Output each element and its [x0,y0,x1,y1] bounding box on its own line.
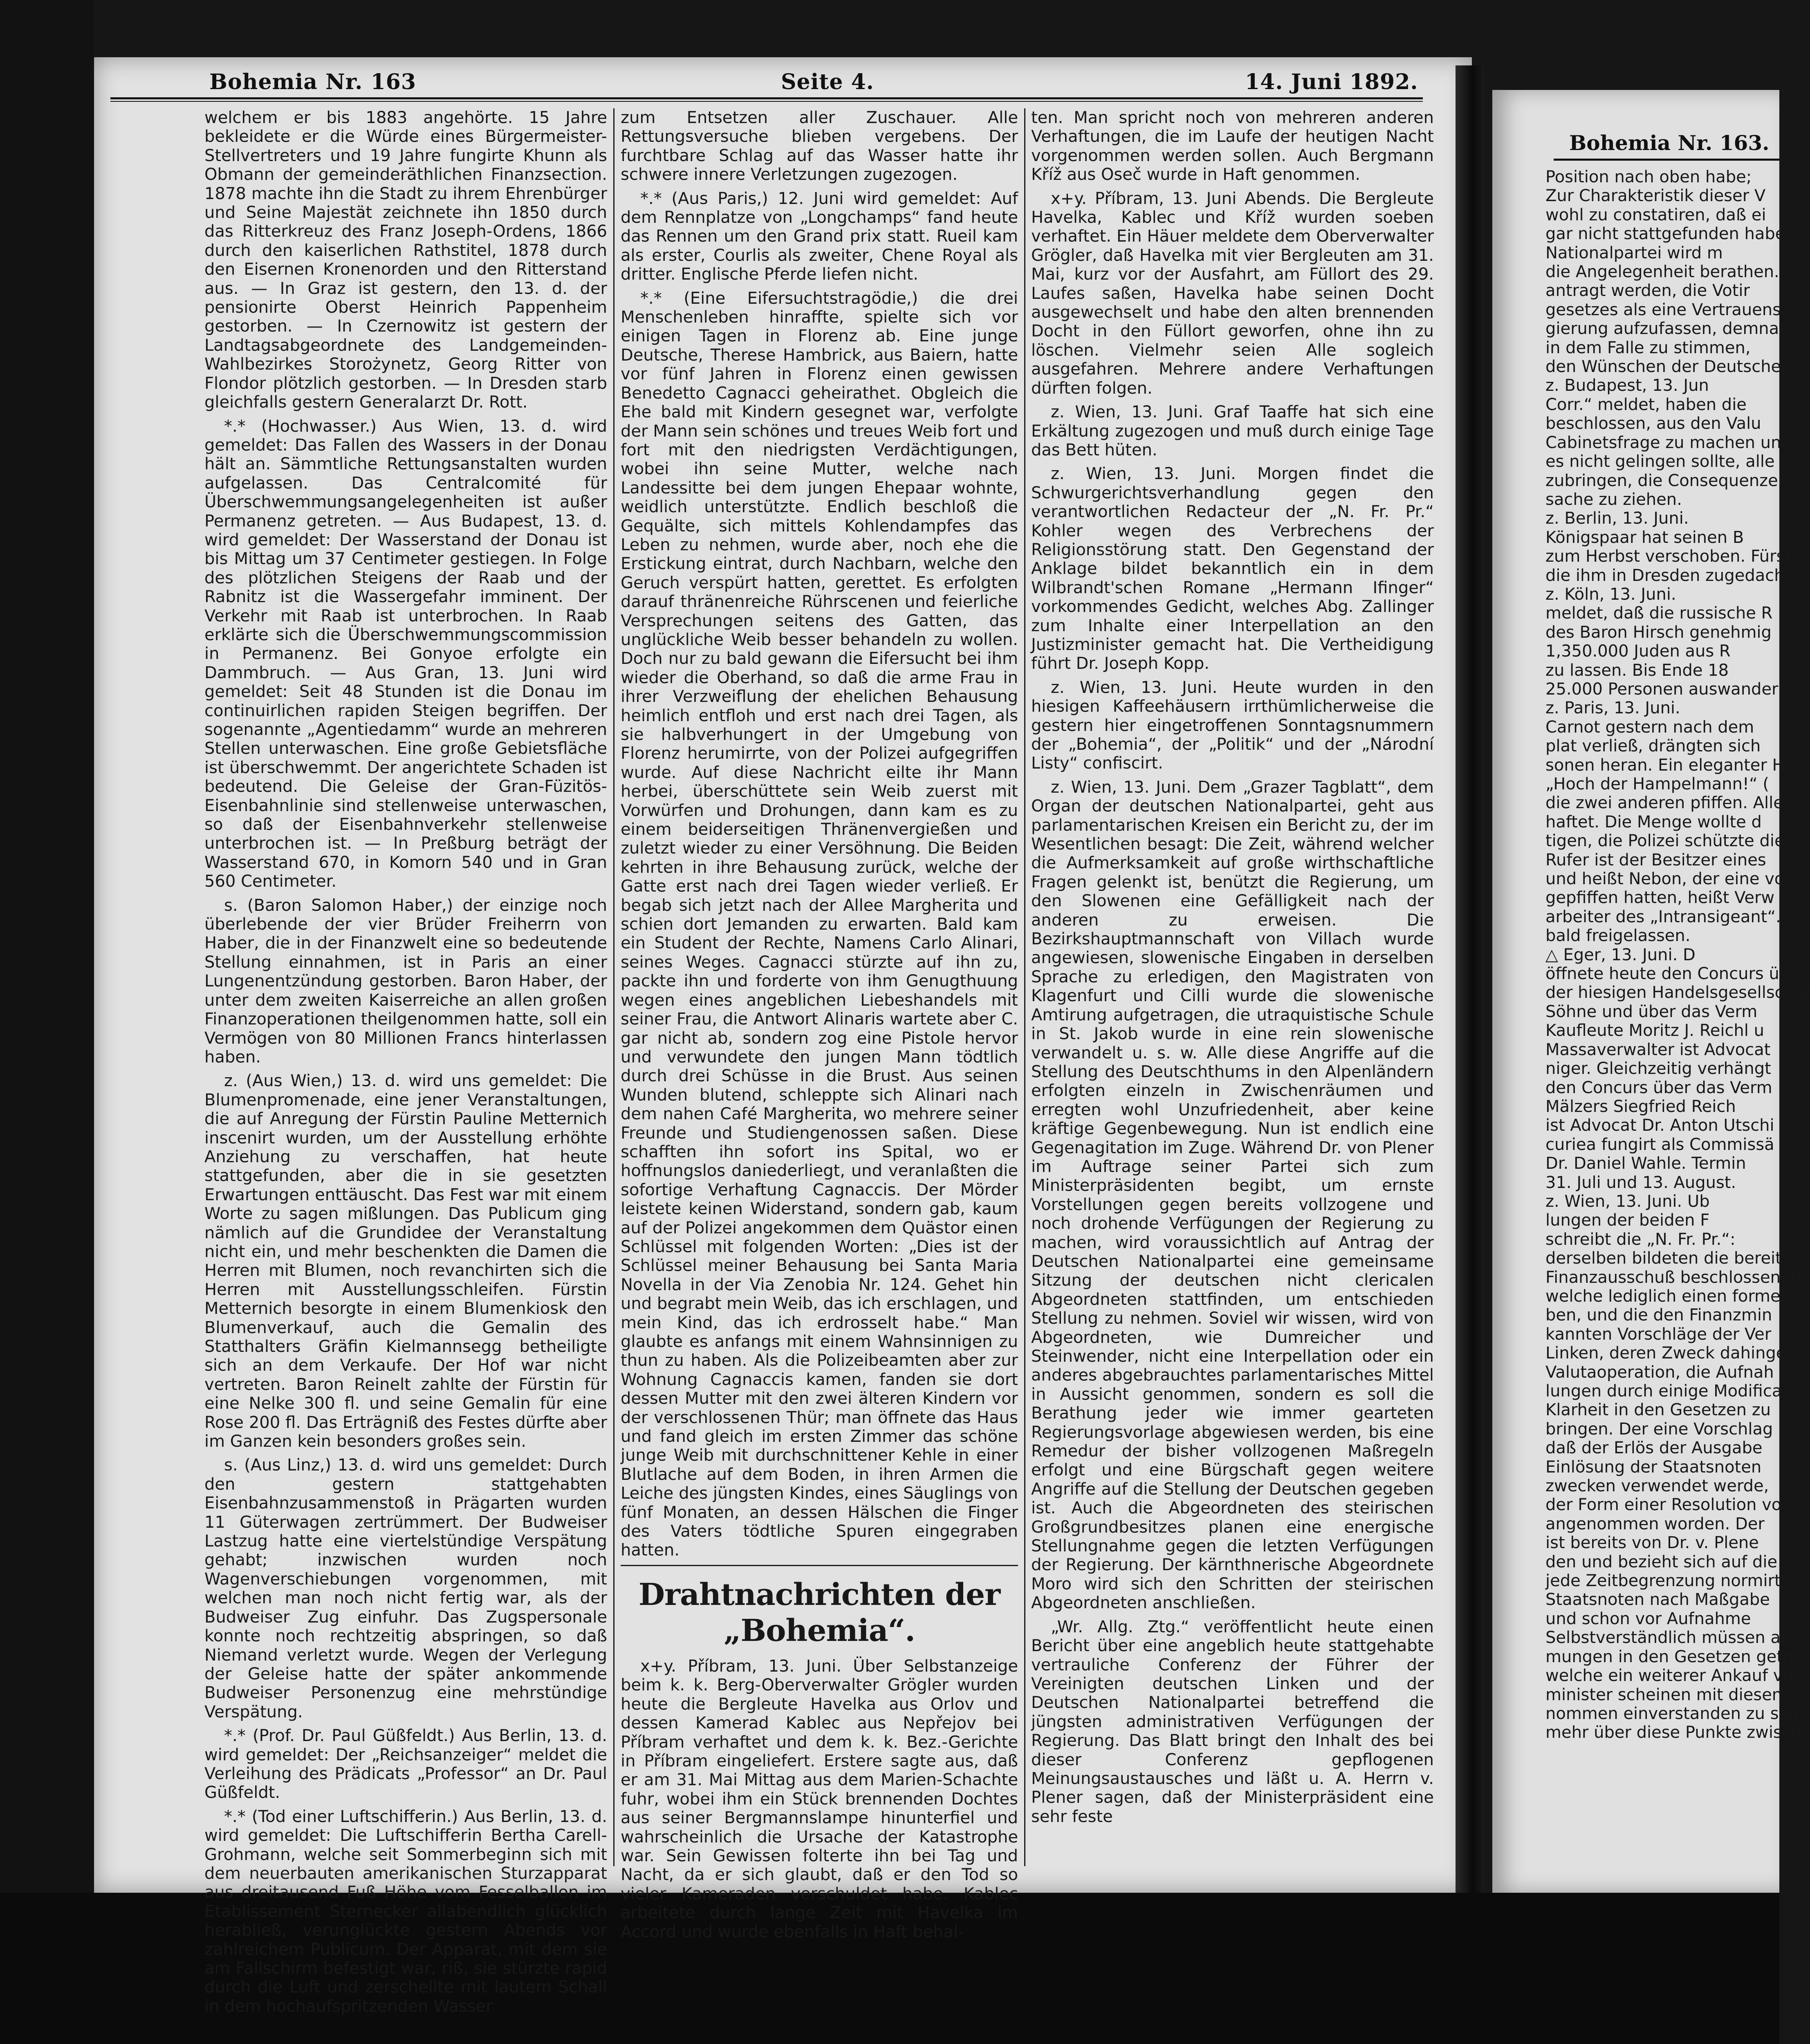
next-page-line: Zur Charakteristik dieser V [1545,186,1766,206]
article-linz-zusammenstoss: s. (Aus Linz,) 13. d. wird uns gemeldet: Durch den gestern stattgehabten Eisenbahnzusammenstoß in Prägarten wurden 11 Güterwagen zertrümmert. Der Budweiser Lastzug hatte eine viertelstündige Verspätung gehabt; inzwischen wurden noch Wagenverschiebungen vorgenommen, mit welchen man noch nicht fertig war, als der Budweiser Zug einfuhr. Das Zugspersonale konnte noch rechtzeitig abspringen, so daß Niemand verletzt wurde. Wegen der Verlegung der Geleise hatte der später ankommende Budweiser Personenzug eine mehrstündige Verspätung. [204,1456,607,1721]
next-page-line: den Wünschen der Deutschen [1545,357,1792,377]
telegram-section-heading: Drahtnachrichten der „Bohemia“. [638,1577,1000,1648]
next-page-column [1545,168,1810,1885]
next-page-line: Nationalpartei wird m [1545,243,1723,262]
article-luftschifferin: *.* (Tod einer Luftschifferin.) Aus Berlin, 13. d. wird gemeldet: Die Luftschifferin Bertha Carell-Grohmann, welche seit Sommerbeginn sich mit dem neuerbauten amerikanischen Sturzapparat aus dreitausend Fuß Höhe vom Fesselballon im Etablissement Sternecker allabendlich glücklich herabließ, verunglückte gestern Abends vor zahlreichem Publicum. Der Apparat, mit dem sie am Fallschirm befestigt war, riß, sie stürzte rapid durch die Luft und zerschellte mit lautem Schall in dem hochaufspritzenden Wasser [204,1807,607,2016]
next-page-header-rule [1554,159,1779,161]
next-page-line: Carnot gestern nach dem [1545,717,1754,737]
header-page-number: Seite 4. [781,69,874,94]
next-page-line: Königspaar hat seinen B [1545,528,1744,547]
telegram-pribram-2: x+y. Příbram, 13. Juni Abends. Die Bergleute Havelka, Kablec und Kříž wurden soeben verhaftet. Ein Häuer meldete dem Oberverwalter Grögler, daß Havelka mit vier Bergleuten am 31. Mai, kurz vor der Ausfahrt, am Füllort des 29. Laufes saßen, Havelka habe seinen Docht ausgewechselt und habe den alten brennenden Docht in den Füllort geworfen, ohne ihn zu löschen. Vielmehr seien Alle sogleich ausgefahren. Mehrere andere Verhaftungen dürften folgen. [1031,189,1434,398]
next-page-line: derselben bildeten die bereit [1545,1249,1782,1268]
next-page-line: zwecken verwendet werde, [1545,1477,1769,1496]
next-page-line: bringen. Der eine Vorschlag [1545,1419,1773,1439]
next-page-line: die Angelegenheit berathen. [1545,262,1779,282]
header-date: 14. Juni 1892. [1245,69,1418,94]
next-page-line: welche ein weiterer Ankauf vo [1545,1666,1793,1685]
telegram-wien-schwurgericht: z. Wien, 13. Juni. Morgen findet die Schwurgerichtsverhandlung gegen den verantwortlichen Redacteur der „N. Fr. Pr.“ Kohler wegen des Verbrechens der Religionsstörung statt. Den Gegenstand der Anklage bildet bekanntlich ein in dem Wilbrandt'schen Romane „Hermann Ifinger“ vorkommendes Gedicht, welches Abg. Zallinger zum Inhalte einer Interpellation an den Justizminister gemacht hat. Die Vertheidigung führt Dr. Joseph Kopp. [1031,464,1434,673]
next-page-line: gesetzes als eine Vertrauens [1545,300,1781,319]
next-page-line: antragt werden, die Votir [1545,281,1750,300]
next-page-line: sonen heran. Ein eleganter H [1545,755,1785,775]
next-page-line: arbeiter des „Intransigeant“. [1545,907,1781,926]
telegram-pribram-1: x+y. Příbram, 13. Juni. Über Selbstanzeige beim k. k. Berg-Oberverwalter Grögler wurden heute die Bergleute Havelka aus Orlov und dessen Kamerad Kablec aus Nepřejov bei Příbram verhaftet und dem k. k. Bez.-Gerichte in Příbram eingeliefert. Erstere sagte aus, daß er am 31. Mai Mittag aus dem Marien-Schachte fuhr, wobei ihm ein Stück brennenden Dochtes aus seiner Bergmannslampe hinunterfiel und wahrscheinlich die Ursache der Katastrophe war. Sein Gewissen folterte ihn bei Tag und Nacht, da er sich glaubt, daß er den Tod so vieler Kameraden verschuldet habe. Kablec arbeitete durch lange Zeit mit Havelka im Accord und wurde ebenfalls in Haft behal- [621,1656,1018,1941]
next-page-line: 31. Juli und 13. August. [1545,1173,1736,1192]
next-page-line: Massaverwalter ist Advocat [1545,1040,1771,1059]
article-blumenpromenade: z. (Aus Wien,) 13. d. wird uns gemeldet: Die Blumenpromenade, eine jener Veranstaltungen, die auf Anregung der Fürstin Pauline Metternich inscenirt wurden, um der Ausstellung erhöhte Anziehung zu verschaffen, hat heute stattgefunden, aber die in sie gesetzten Erwartungen enttäuscht. Das Fest war mit einem Worte zu sagen mißlungen. Das Publicum ging nämlich auf die Grundidee der Veranstaltung nicht ein, und mehr beschenkten die Damen die Herren mit Blumen, noch revanchirten sich die Herren mit Ausstellungsschleifen. Fürstin Metternich besorgte in einem Blumenkiosk den Blumenverkauf, auch die Gemalin des Statthalters Gräfin Kielmannsegg betheiligte sich an dem Verkaufe. Der Hof war nicht vertreten. Baron Reinelt zahlte der Fürstin für eine Nelke 300 fl. und seine Gemalin für eine Rose 200 fl. Das Erträgniß des Festes dürfte aber im Ganzen kein besonders großes sein. [204,1071,607,1451]
next-page-line: z. Köln, 13. Juni. [1545,585,1676,604]
next-page-line: es nicht gelingen sollte, alle [1545,452,1775,471]
telegram-wien-taaffe: z. Wien, 13. Juni. Graf Taaffe hat sich eine Erkältung zugezogen und muß durch einige Tage das Bett hüten. [1031,403,1434,459]
next-page-line: die ihm in Dresden zugedach [1545,566,1785,585]
column-divider-1 [613,108,615,1866]
next-page-line: gepfiffen hatten, heißt Verw [1545,888,1775,908]
next-page-line: Staatsnoten nach Maßgabe [1545,1590,1770,1609]
telegram-pribram-1-cont: ten. Man spricht noch von mehreren anderen Verhaftungen, die im Laufe der heutigen Nacht vorgenommen werden sollen. Auch Bergmann Kříž aus Oseč wurde in Haft genommen. [1031,108,1434,184]
next-page-line: gierung aufzufassen, demnac [1545,319,1788,338]
next-page-line: ist Advocat Dr. Anton Utschi [1545,1116,1774,1135]
next-page-line: △ Eger, 13. Juni. D [1545,945,1696,964]
article-baron-haber: s. (Baron Salomon Haber,) der einzige noch überlebende der vier Brüder Freiherrn von Haber, die in der Finanzwelt eine so bedeutende Stellung einnahmen, ist in Paris an einer Lungenentzündung gestorben. Baron Haber, der unter dem zweiten Kaiserreiche an allen großen Finanzoperationen theilgenommen hatte, soll ein Vermögen von 80 Millionen Francs hinterlassen haben. [204,896,607,1067]
page-fold-shadow [1456,65,1484,1893]
next-page-line: curiea fungirt als Commissä [1545,1135,1774,1154]
article-eifersuchtstragoedie: *.* (Eine Eifersuchtstragödie,) die drei Menschenleben hinraffte, spielte sich vor einigen Tagen in Florenz ab. Eine junge Deutsche, Therese Hambrick, aus Baiern, hatte vor fünf Jahren in Florenz einen gewissen Benedetto Cagnacci geheirathet. Obgleich die Ehe bald mit Kindern gesegnet war, verfolgte der Mann sein schönes und treues Weib fort und fort mit den niedrigsten Verdächtigungen, wobei ihn seine Mutter, welche nach Landessitte bei dem jungen Ehepaar wohnte, weidlich unterstützte. Endlich beschloß die Gequälte, sich mittels Kohlendampfes das Leben zu nehmen, wurde aber, noch ehe die Erstickung eintrat, durch Nachbarn, welche den Geruch verspürt hatten, gerettet. Es erfolgten darauf thränenreiche Rührscenen und feierliche Versprechungen seitens des Gatten, das unglückliche Weib besser behandeln zu wollen. Doch nur zu bald gewann die Eifersucht bei ihm wieder die Oberhand, so daß die arme Frau in ihrer Verzweiflung der ehelichen Behausung heimlich entfloh und erst nach drei Tagen, als sie halbverhungert in der Umgebung von Florenz herumirrte, von der Polizei aufgegriffen wurde. Auf diese Nachricht eilte ihr Mann herbei, überschüttete sein Weib zuerst mit Vorwürfen und Drohungen, dann kam es zu einem beiderseitigen Thränenvergießen und zuletzt wieder zu einer Versöhnung. Die Beiden kehrten in ihre Behausung zurück, welche der Gatte erst nach drei Tagen wieder verließ. Er begab sich jetzt nach der Allee Margherita und schien dort Jemanden zu erwarten. Bald kam ein Student der Rechte, Namens Carlo Alinari, seines Weges. Cagnacci stürzte auf ihn zu, packte ihn und forderte von ihm Genugthuung wegen eines angeblichen Liebeshandels mit seiner Frau, die Antwort Alinaris wartete aber C. gar nicht ab, sondern zog eine Pistole hervor und verwundete den jungen Mann tödtlich durch drei Schüsse in die Brust. Aus seinen Wunden blutend, schleppte sich Alinari nach dem nahen Café Margherita, wo mehrere seiner Freunde und Studiengenossen saßen. Diese schafften ihn sofort ins Spital, wo er hoffnungslos daniederliegt, und veranlaßten die sofortige Verhaftung Cagnaccis. Der Mörder leistete keinen Widerstand, sondern gab, kaum auf der Polizei angekommen dem Quästor einen Schlüssel mit folgenden Worten: „Dies ist der Schlüssel meiner Behausung bei Santa Maria Novella in der Via Zenobia Nr. 124. Gehet hin und begrabt mein Weib, das ich erschlagen, und mein Kind, das ich erdrosselt habe.“ Man glaubte es anfangs mit einem Wahnsinnigen zu thun zu haben. Als die Polizeibeamten aber zur Wohnung Cagnaccis kamen, fanden sie dort dessen Mutter mit den zwei älteren Kindern vor der verschlossenen Thür; man öffnete das Haus und fand gleich im ersten Zimmer das schöne junge Weib mit durchschnittener Kehle in einer Blutlache auf dem Boden, in ihren Armen die Leiche des jüngsten Kindes, eines Säuglings von fünf Monaten, an dessen Hälschen die Finger des Vaters tödtliche Spuren eingegraben hatten. [621,289,1018,1560]
next-page-line: z. Berlin, 13. Juni. [1545,509,1689,528]
article-paris-rennen: *.* (Aus Paris,) 12. Juni wird gemeldet: Auf dem Rennplatze von „Longchamps“ fand heute das Rennen um den Grand prix statt. Rueil kam als erster, Courlis als zweiter, Chene Royal als dritter. Englische Pferde liefen nicht. [621,189,1018,284]
next-page-line: bald freigelassen. [1545,926,1691,946]
next-page-line: 1,350.000 Juden aus R [1545,642,1731,661]
next-page-line: lungen durch einige Modifica [1545,1382,1782,1401]
next-page-line: nommen einverstanden zu sein [1545,1704,1804,1723]
next-page-line: plat verließ, drängten sich [1545,737,1761,756]
next-page-line: Mälzers Siegfried Reich [1545,1097,1736,1116]
next-page-line: Corr.“ meldet, haben die [1545,395,1747,414]
header-issue: Bohemia Nr. 163 [209,69,417,94]
next-page-line: Dr. Daniel Wahle. Termin [1545,1154,1746,1173]
next-page-line: Linken, deren Zweck dahinge [1545,1344,1786,1363]
telegram-wien-confiscation: z. Wien, 13. Juni. Heute wurden in den hiesigen Kaffeehäusern irrthümlicherweise die gestern hier eingetroffenen Sonntagsnummern der „Bohemia“, der „Politik“ und der „Národní Listy“ confiscirt. [1031,678,1434,773]
next-page-line: Rufer ist der Besitzer eines [1545,850,1766,870]
next-page-line: Söhne und über das Verm [1545,1002,1758,1021]
header-rule [110,97,1423,99]
column-2 [621,108,1018,1941]
next-page-line: 25.000 Personen auswander [1545,679,1779,699]
next-page-line: sache zu ziehen. [1545,490,1682,509]
column-1 [204,108,607,2016]
next-page-line: beschlossen, aus den Valu [1545,414,1761,433]
article-hochwasser: *.* (Hochwasser.) Aus Wien, 13. d. wird gemeldet: Das Fallen des Wassers in der Donau hält an. Sämmtliche Rettungsanstalten wurden aufgelassen. Das Centralcomité für Überschwemmungsangelegenheiten ist außer Permanenz getreten. — Aus Budapest, 13. d. wird gemeldet: Der Wasserstand der Donau ist bis Mittag um 37 Centimeter gestiegen. In Folge des plötzlichen Steigens der Raab und der Rabnitz ist die Wassergefahr imminent. Der Verkehr mit Raab ist unterbrochen. In Raab erklärte sich die Überschwemmungscommission in Permanenz. Bei Gonyoe erfolgte ein Dammbruch. — Aus Gran, 13. Juni wird gemeldet: Seit 48 Stunden ist die Donau im continuirlichen rapiden Steigen begriffen. Der sogenannte „Agentiedamm“ wurde an mehreren Stellen unterwaschen. Eine große Gebietsfläche ist überschwemmt. Der angerichtete Schaden ist bedeutend. Die Geleise der Gran-Füzitös-Eisenbahnlinie sind stellenweise unterwaschen, so daß der Eisenbahnverkehr stellenweise unterbrochen ist. — In Preßburg beträgt der Wasserstand 670, in Komorn 540 und in Gran 560 Centimeter. [204,417,607,891]
next-page-line: Selbstverständlich müssen au [1545,1628,1791,1647]
next-page-line: gar nicht stattgefunden habe. [1545,224,1791,244]
next-page-line: ben, und die den Finanzmin [1545,1306,1772,1325]
next-page-line: niger. Gleichzeitig verhängt [1545,1059,1771,1078]
next-page-line: minister scheinen mit diesen [1545,1685,1783,1704]
telegram-wien-allg-ztg: „Wr. Allg. Ztg.“ veröffentlicht heute einen Bericht über eine angeblich heute stattgehabte vertrauliche Conferenz der Führer der Vereinigten deutschen Linken und der Deutschen Nationalpartei betreffend die jüngsten administrativen Verfügungen der Regierung. Das Blatt bringt den Inhalt des bei dieser Conferenz gepflogenen Meinungsaustausches und läßt u. A. Herrn v. Plener sagen, daß der Ministerpräsident eine sehr feste [1031,1617,1434,1826]
next-page-line: Position nach oben habe; [1545,168,1752,186]
next-page-line: wohl zu constatiren, daß ei [1545,205,1766,224]
next-page-line: des Baron Hirsch genehmig [1545,623,1772,642]
next-page-line: ist bereits von Dr. v. Plene [1545,1533,1759,1553]
next-page-line: der hiesigen Handelsgesellschaf [1545,983,1810,1002]
scan-left-edge [0,0,94,2044]
next-page-header: Bohemia Nr. 163. [1569,131,1770,155]
next-page-line: zu lassen. Bis Ende 18 [1545,661,1729,680]
next-page-line: kannten Vorschläge der Ver [1545,1325,1772,1344]
next-page-line: z. Wien, 13. Juni. Ub [1545,1192,1710,1211]
next-page-line: Einlösung der Staatsnoten [1545,1457,1762,1477]
column-3 [1031,108,1434,1870]
next-page-line: haftet. Die Menge wollte d [1545,812,1762,831]
next-page-line: mungen in den Gesetzen getro [1545,1647,1800,1666]
column-divider-2 [1024,108,1025,1866]
next-page-line: den Concurs über das Verm [1545,1078,1772,1097]
next-page-line: lungen der beiden F [1545,1211,1710,1230]
next-page-line: den und bezieht sich auf die [1545,1552,1778,1571]
next-page-line: z. Paris, 13. Juni. [1545,699,1680,718]
next-page-line: Klarheit in den Gesetzen zu [1545,1401,1771,1420]
article-obituary-khunn: welchem er bis 1883 angehörte. 15 Jahre bekleidete er die Würde eines Bürgermeister-Stellvertreters und 19 Jahre fungirte Khunn als Obmann der gemeinderäthlichen Finanzsection. 1878 machte ihn die Stadt zu ihrem Ehrenbürger und Seine Majestät zeichnete ihn 1850 durch das Ritterkreuz des Franz Joseph-Ordens, 1866 durch den kaiserlichen Rathstitel, 1878 durch den Eisernen Kronenorden und den Ritterstand aus. — In Graz ist gestern, den 13. d. der pensionirte Oberst Heinrich Pappenheim gestorben. — In Czernowitz ist gestern der Landtagsabgeordnete des Landgemeinden-Wahlbezirkes Storożynetz, Georg Ritter von Flondor plötzlich gestorben. — In Dresden starb gleichfalls gestern Generalarzt Dr. Rott. [204,108,607,412]
next-page-line: jede Zeitbegrenzung normirt [1545,1571,1781,1591]
next-page-line: mehr über diese Punkte zwisch [1545,1723,1801,1742]
next-page-line: die zwei anderen pfiffen. Alle [1545,793,1783,813]
next-page-line: Kaufleute Moritz J. Reichl u [1545,1021,1764,1040]
next-page-line: angenommen worden. Der [1545,1514,1765,1533]
next-page-line: Valutaoperation, die Aufnah [1545,1363,1774,1382]
next-page-line: in dem Falle zu stimmen, [1545,338,1751,357]
header-rule-thin [110,101,1423,102]
next-page-line: tigen, die Polizei schützte die [1545,831,1785,851]
telegram-wien-grazer-tagblatt: z. Wien, 13. Juni. Dem „Grazer Tagblatt“, dem Organ der deutschen Nationalpartei, geht aus parlamentarischen Kreisen ein Bericht zu, der im Wesentlichen besagt: Die Zeit, während welcher die Aufmerksamkeit auf große wirthschaftliche Fragen gelenkt ist, benützt die Regierung, um den Slowenen eine Gefälligkeit nach der anderen zu erweisen. Die Bezirkshauptmannschaft von Villach wurde angewiesen, slowenische Eingaben in derselben Sprache zu erledigen, den Magistraten von Klagenfurt und Cilli wurde die slowenische Amtirung aufgetragen, die utraquistische Schule in St. Jakob wurde in eine rein slowenische verwandelt u. s. w. Alle diese Angriffe auf die Stellung des Deutschthums in den Alpenländern erfolgten einzeln in Zwischenräumen und erregten wohl Unzufriedenheit, aber keine kräftige Gegenbewegung. Nun ist endlich eine Gegenagitation im Zuge. Während Dr. von Plener im Auftrage seiner Partei sich zum Ministerpräsidenten begibt, um ernste Vorstellungen gegen bereits vollzogene und noch drohende Verfügungen der Regierung zu machen, wird voraussichtlich auf Antrag der Deutschen Nationalpartei eine gemeinsame Sitzung der deutschen nicht clericalen Abgeordneten stattfinden, um entschieden Stellung zu nehmen. Soviel wir wissen, wird von Abgeordneten, wie Dumreicher und Steinwender, nicht eine Interpellation oder ein anderes abgebrauchtes parlamentarisches Mittel in Aussicht genommen, sondern es soll die Berathung jeder wie immer gearteten Regierungsvorlage abgewiesen werden, bis eine Remedur der bisher vollzogenen Maßregeln erfolgt und eine Bürgschaft gegen weitere Angriffe auf die Stellung der Deutschen gegeben ist. Auch die Abgeordneten des steirischen Großgrundbesitzes planen eine energische Stellungnahme gegen die letzten Verfügungen der Regierung. Der kärnthnerische Abgeordnete Moro wird sich den Schritten der steirischen Abgeordneten anschließen. [1031,778,1434,1613]
next-page-line: zum Herbst verschoben. Fürst [1545,547,1792,566]
next-page-line: öffnete heute den Concurs ü [1545,964,1779,984]
next-page-line: meldet, daß die russische R [1545,604,1773,623]
next-page-line: zubringen, die Consequenzen [1545,471,1789,490]
next-page-line: Finanzausschuß beschlossenen [1545,1268,1801,1287]
next-page-line: der Form einer Resolution vo [1545,1495,1782,1515]
next-page-line: und schon vor Aufnahme [1545,1609,1751,1628]
next-page-line: „Hoch der Hampelmann!“ ( [1545,775,1769,793]
next-page-line: daß der Erlös der Ausgabe [1545,1439,1763,1458]
next-page-line: welche lediglich einen formel [1545,1286,1785,1306]
next-page-line: z. Budapest, 13. Jun [1545,376,1709,395]
next-page-line: Cabinetsfrage zu machen un [1545,433,1781,452]
telegram-rule-top [621,1565,1018,1566]
article-luftschifferin-cont: zum Entsetzen aller Zuschauer. Alle Rettungsversuche blieben vergebens. Der furchtbare Schlag auf das Wasser hatte ihr schwere innere Verletzungen zugezogen. [621,108,1018,184]
article-gussfeldt: *.* (Prof. Dr. Paul Güßfeldt.) Aus Berlin, 13. d. wird gemeldet: Der „Reichsanzeiger“ meldet die Verleihung des Prädicats „Professor“ an Dr. Paul Güßfeldt. [204,1726,607,1802]
next-page-line: schreibt die „N. Fr. Pr.“: [1545,1230,1736,1249]
next-page-line: und heißt Nebon, der eine vo [1545,870,1785,889]
